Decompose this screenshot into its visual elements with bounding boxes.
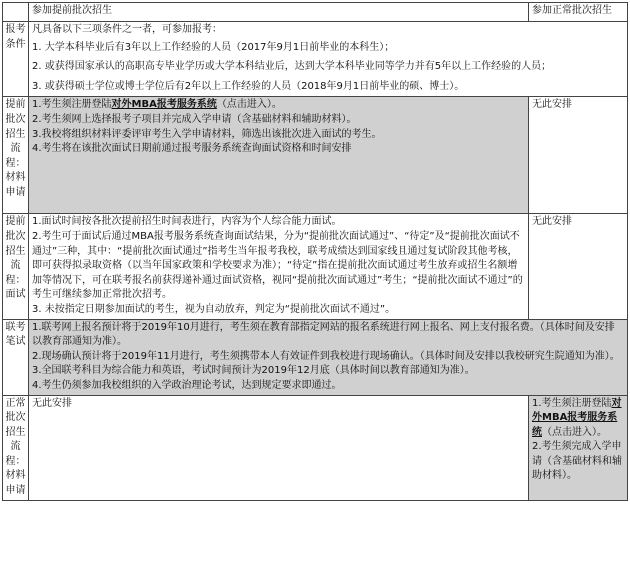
conditions-item-3: 3. 或获得硕士学位或博士学位后有2年以上工作经验的人员（2018年9月1日前毕业的硕、博士）。: [32, 80, 465, 92]
early-interview-content: [29, 214, 529, 319]
normal-application-content: [529, 395, 628, 500]
conditions-row: [3, 22, 628, 97]
header-early-cell: 参加提前批次招生: [29, 3, 529, 22]
early-application-label: 提前批次招生流程：材料申请: [3, 97, 29, 214]
early-application-item-4: 4.考生将在该批次面试日期前通过报考服务系统查询面试资格和时间安排: [32, 143, 352, 155]
early-interview-row: [3, 214, 628, 319]
conditions-intro: 凡具备以下三项条件之一者，可参加报考：: [32, 24, 222, 35]
early-interview-normal-cell: 无此安排: [529, 214, 628, 319]
header-normal-cell: 参加正常批次招生: [529, 3, 628, 22]
normal-application-row: [3, 395, 628, 500]
normal-mba-service-system-link[interactable]: 对外MBA报考服务系统: [532, 397, 622, 438]
normal-application-item-1: [532, 397, 624, 441]
exam-item-4: 4.考生仍须参加我校组织的入学政治理论考试，达到规定要求即通过。: [32, 379, 342, 391]
conditions-item-2: 2. 或获得国家承认的高职高专毕业学历或大学本科结业后，达到大学本科毕业同等学力并有5年以上工作经验的人员；: [32, 61, 552, 73]
normal-application-item-2: 2.考生须完成入学申请（含基础材料和辅助材料）。: [532, 441, 622, 482]
normal-application-early-cell: 无此安排: [29, 395, 529, 500]
exam-row: [3, 319, 628, 395]
early-interview-item-3: 3. 未按指定日期参加面试的考生，视为自动放弃，判定为“提前批次面试不通过”。: [32, 303, 396, 315]
admission-table: [2, 2, 628, 501]
early-application-content: [29, 97, 529, 214]
normal-application-label: 正常批次招生流程：材料申请: [3, 395, 29, 500]
conditions-label: 报考条件: [3, 22, 29, 97]
conditions-item-1: 1. 大学本科毕业后有3年以上工作经验的人员（2017年9月1日前毕业的本科生）；: [32, 41, 395, 53]
normal-application-item-1-suffix: （点击进入）。: [542, 426, 607, 438]
early-application-normal-cell: 无此安排: [529, 97, 628, 214]
mba-service-system-link[interactable]: 对外MBA报考服务系统: [111, 99, 217, 111]
conditions-content: [29, 22, 628, 97]
early-interview-label: 提前批次招生流程：面试: [3, 214, 29, 319]
early-application-row: [3, 97, 628, 214]
normal-application-item-1-prefix: 1.考生须注册登陆: [532, 397, 612, 409]
exam-item-3: 3.全国联考科目为综合能力和英语，考试时间预计为2019年12月底（具体时间以教育部通知为准）。: [32, 365, 475, 377]
early-application-item-1-prefix: 1.考生须注册登陆: [32, 99, 112, 111]
early-application-item-2: 2.考生须网上选择报考子项目并完成入学申请（含基础材料和辅助材料）。: [32, 113, 357, 125]
header-blank-cell: [3, 3, 29, 22]
early-application-item-1: [32, 98, 525, 113]
early-application-item-1-suffix: （点击进入）。: [216, 99, 282, 111]
header-row: [3, 3, 628, 22]
early-application-item-3: 3.我校将组织材料评委评审考生入学申请材料，筛选出该批次进入面试的考生。: [32, 128, 382, 140]
exam-label: 联考笔试: [3, 319, 29, 395]
exam-content: [29, 319, 628, 395]
exam-item-2: 2.现场确认预计将于2019年11月进行，考生须携带本人有效证件到我校进行现场确认。（具体时间及安排以我校研究生院通知为准）。: [32, 350, 620, 362]
early-interview-item-2: 2.考生可于面试后通过MBA报考服务系统查询面试结果，分为“提前批次面试通过”、“待定”及“提前批次面试不通过”三种，其中：“提前批次面试通过”指考生当年报考我校，联考成绩达到国家线且通过复试阶段其他考核，即可获得拟录取资格（以当年国家政策和学校要求为准）；“待定”指在提前批次面试通过考生放弃或招生名额增加等情况下，可在联考报名前获得递补通过面试资格，视同“提前批次面试通过”考生；“提前批次面试不通过”的考生可继续参加正常批次招考。: [32, 230, 523, 301]
exam-item-1: 1.联考网上报名预计将于2019年10月进行，考生须在教育部指定网站的报名系统进行网上报名、网上支付报名费。（具体时间及安排以教育部通知为准）。: [32, 321, 615, 348]
early-interview-item-1: 1.面试时间按各批次提前招生时间表进行，内容为个人综合能力面试。: [32, 216, 342, 228]
